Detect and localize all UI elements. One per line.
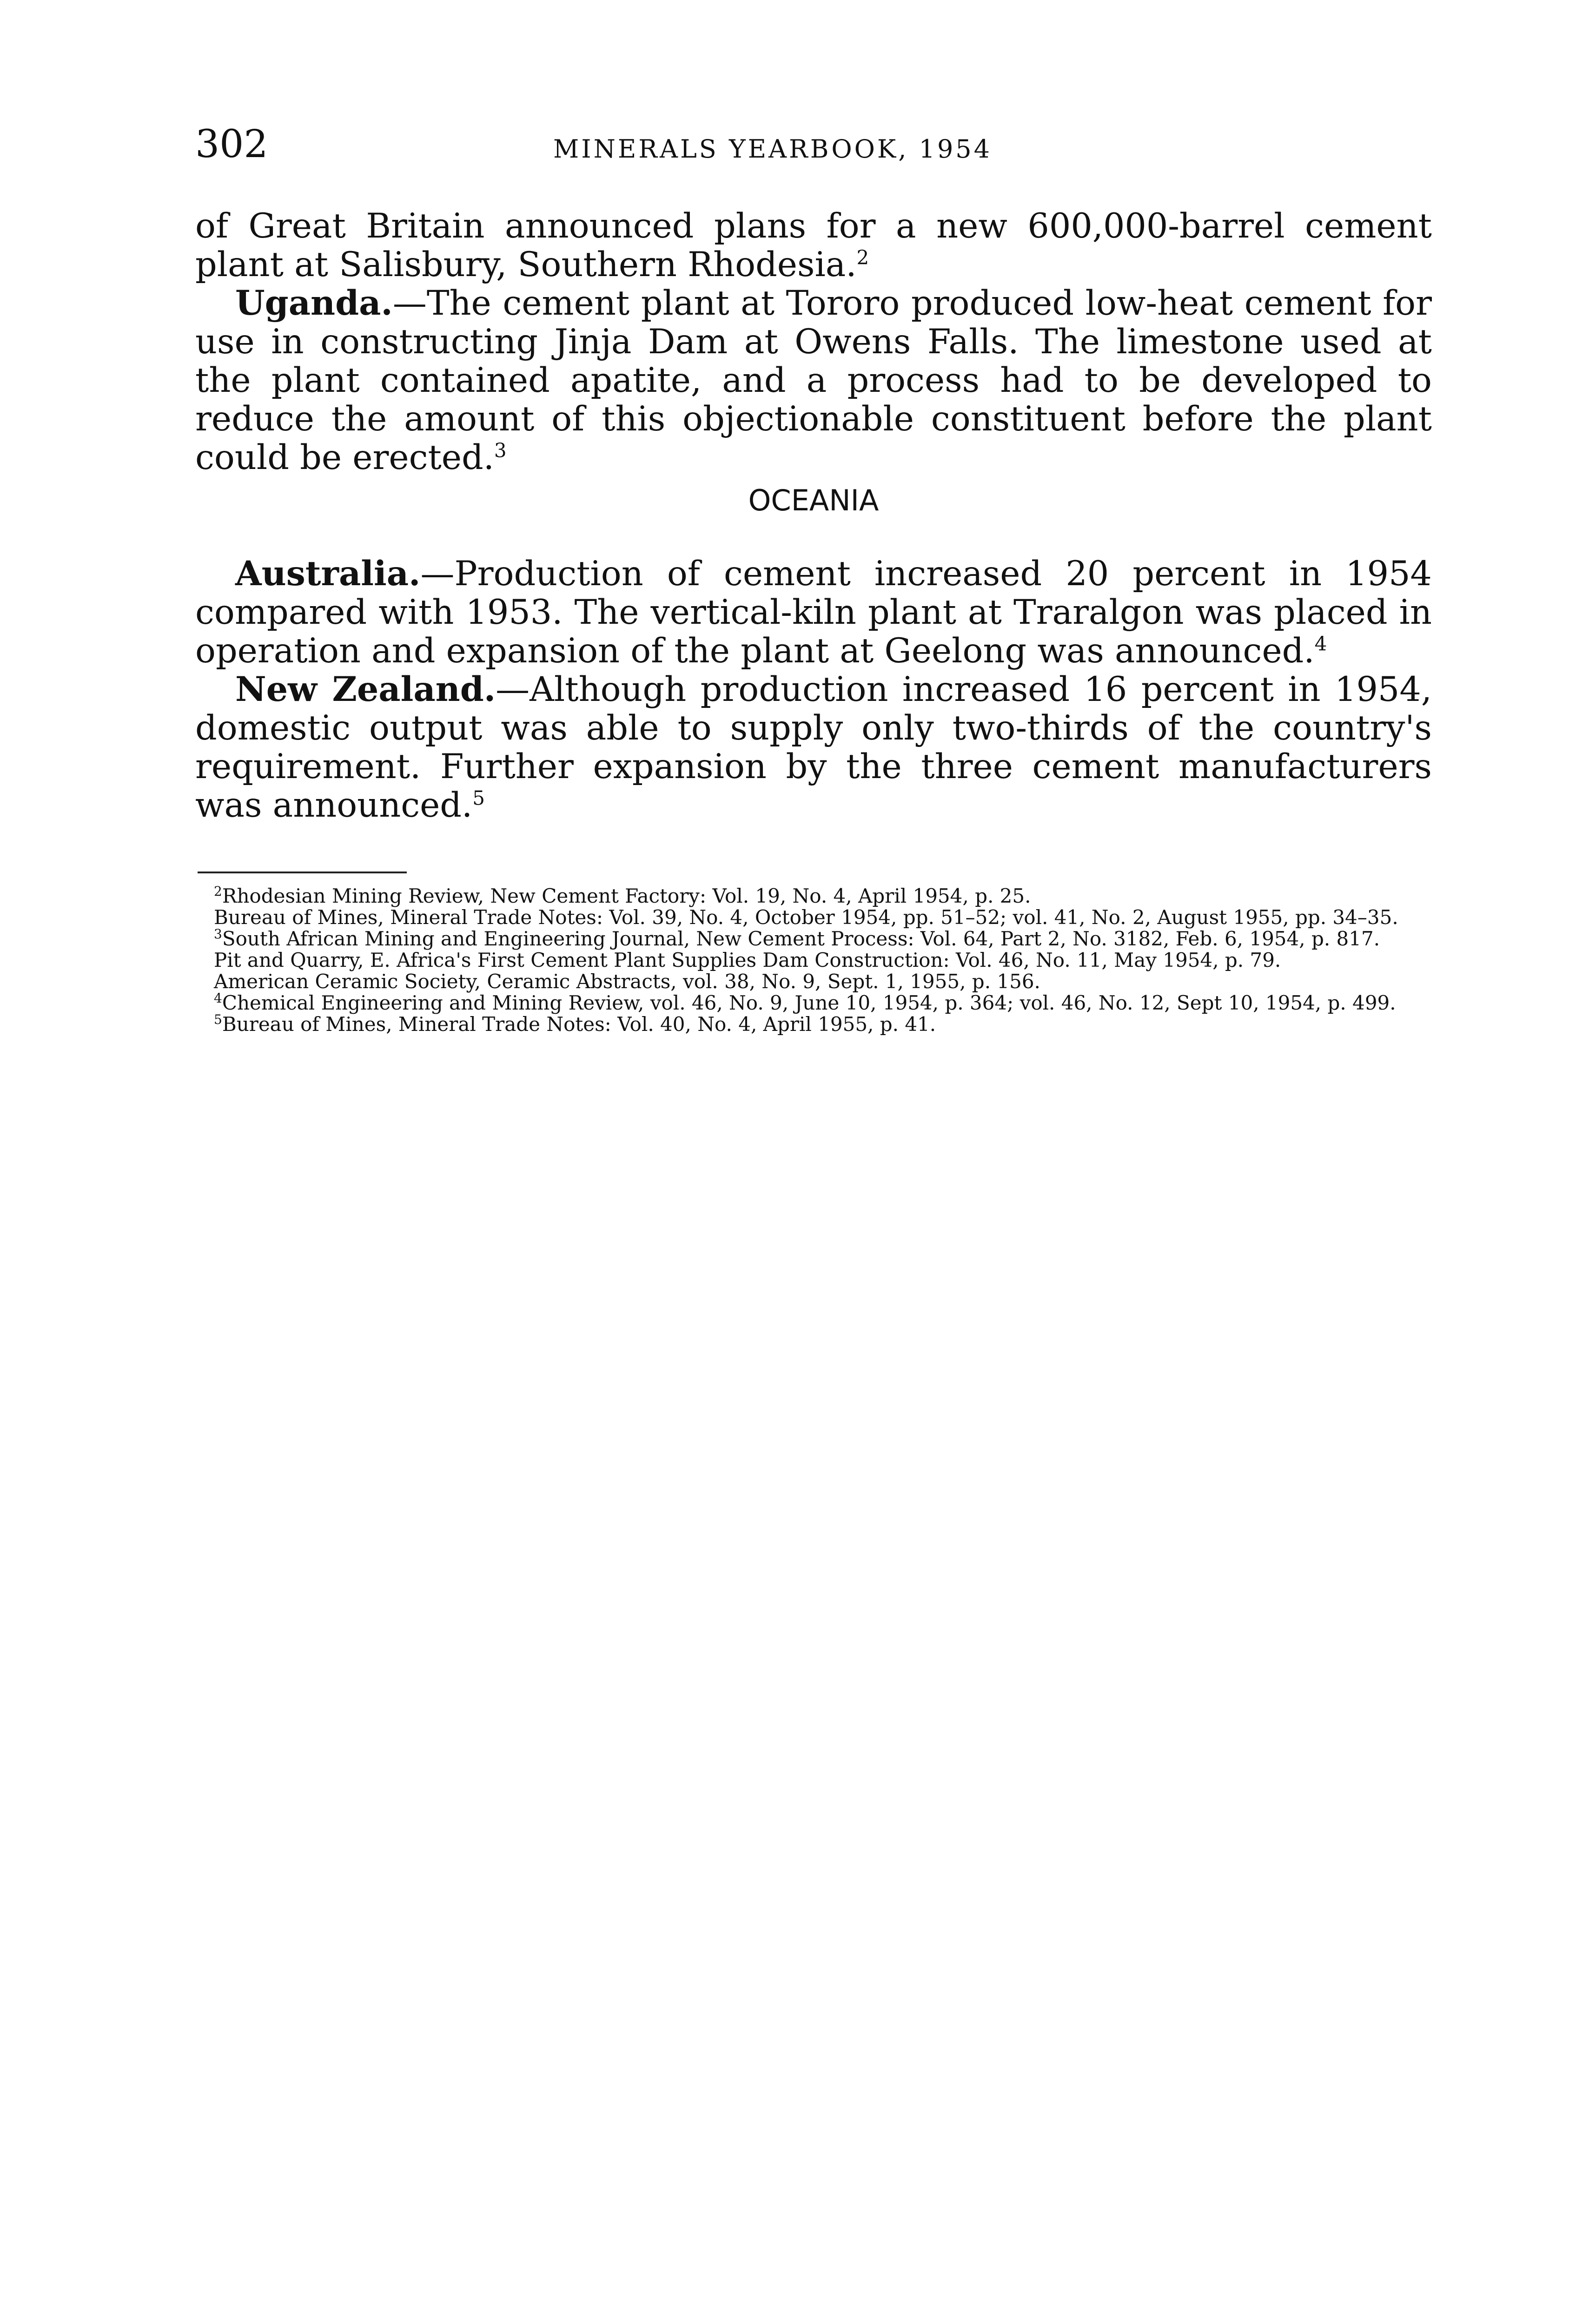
paragraph-lead: Uganda. bbox=[235, 283, 393, 323]
paragraph-continued bbox=[195, 207, 1432, 284]
footnotes bbox=[195, 885, 1432, 1035]
footnote-rule bbox=[198, 872, 407, 873]
footnote bbox=[195, 885, 1432, 907]
footnote-text: American Ceramic Society, Ceramic Abstracts, vol. 38, No. 9, Sept. 1, 1955, p. 156. bbox=[214, 970, 1040, 993]
footnote-ref: 5 bbox=[472, 786, 485, 810]
footnote-text: Pit and Quarry, E. Africa's First Cement Plant Supplies Dam Construction: Vol. 46, No. 11, May 1954, p. 79. bbox=[214, 949, 1281, 971]
paragraph-new-zealand bbox=[195, 670, 1432, 825]
paragraph-text: —Production of cement increased 20 percent in 1954 compared with 1953. The vertical-kiln plant at Traralgon was placed in operation and expansion of the plant at Geelong was announced. bbox=[195, 554, 1432, 671]
page-number: 302 bbox=[195, 122, 268, 166]
footnote-text: South African Mining and Engineering Journal, New Cement Process: Vol. 64, Part 2, No. 3182, Feb. 6, 1954, p. 817. bbox=[222, 927, 1380, 950]
footnote-mark: 3 bbox=[214, 926, 222, 942]
footnote-text: Rhodesian Mining Review, New Cement Factory: Vol. 19, No. 4, April 1954, p. 25. bbox=[222, 885, 1031, 907]
paragraph-australia bbox=[195, 555, 1432, 670]
footnote-mark: 2 bbox=[214, 884, 222, 899]
body-text bbox=[195, 207, 1432, 825]
paragraph-text: of Great Britain announced plans for a new 600,000-barrel cement plant at Salisbury, Southern Rhodesia. bbox=[195, 206, 1432, 284]
section-heading: OCEANIA bbox=[748, 483, 879, 517]
footnote-text: Chemical Engineering and Mining Review, vol. 46, No. 9, June 10, 1954, p. 364; vol. 46, No. 12, Sept 10, 1954, p. 499. bbox=[222, 991, 1396, 1014]
footnote bbox=[195, 928, 1432, 950]
footnote bbox=[195, 907, 1432, 928]
footnote bbox=[195, 971, 1432, 992]
footnote bbox=[195, 1014, 1432, 1035]
footnote-text: Bureau of Mines, Mineral Trade Notes: Vol. 39, No. 4, October 1954, pp. 51–52; vol. 41, No. 2, August 1955, pp. 34–35. bbox=[214, 906, 1398, 929]
footnote-ref: 2 bbox=[856, 246, 869, 269]
footnote-text: Bureau of Mines, Mineral Trade Notes: Vol. 40, No. 4, April 1955, p. 41. bbox=[222, 1013, 936, 1036]
footnote bbox=[195, 950, 1432, 971]
footnote-ref: 4 bbox=[1314, 632, 1327, 655]
paragraph-text: —Although production increased 16 percent in 1954, domestic output was able to supply only two-thirds of the country's requirement. Further expansion by the three cement manufacturers was announced. bbox=[195, 670, 1432, 825]
footnote-mark: 4 bbox=[214, 990, 222, 1006]
footnote bbox=[195, 992, 1432, 1014]
paragraph-uganda bbox=[195, 284, 1432, 477]
footnote-ref: 3 bbox=[494, 439, 507, 462]
paragraph-lead: Australia. bbox=[235, 554, 421, 594]
footnote-mark: 5 bbox=[214, 1012, 222, 1027]
running-title: MINERALS YEARBOOK, 1954 bbox=[553, 134, 993, 164]
paragraph-lead: New Zealand. bbox=[235, 669, 496, 709]
paragraph-text: —The cement plant at Tororo produced low-heat cement for use in constructing Jinja Dam at Owens Falls. The limestone used at the plant contained apatite, and a process had to be developed to reduce the amount of this objectionable constituent before the plant could be erected. bbox=[195, 284, 1432, 477]
